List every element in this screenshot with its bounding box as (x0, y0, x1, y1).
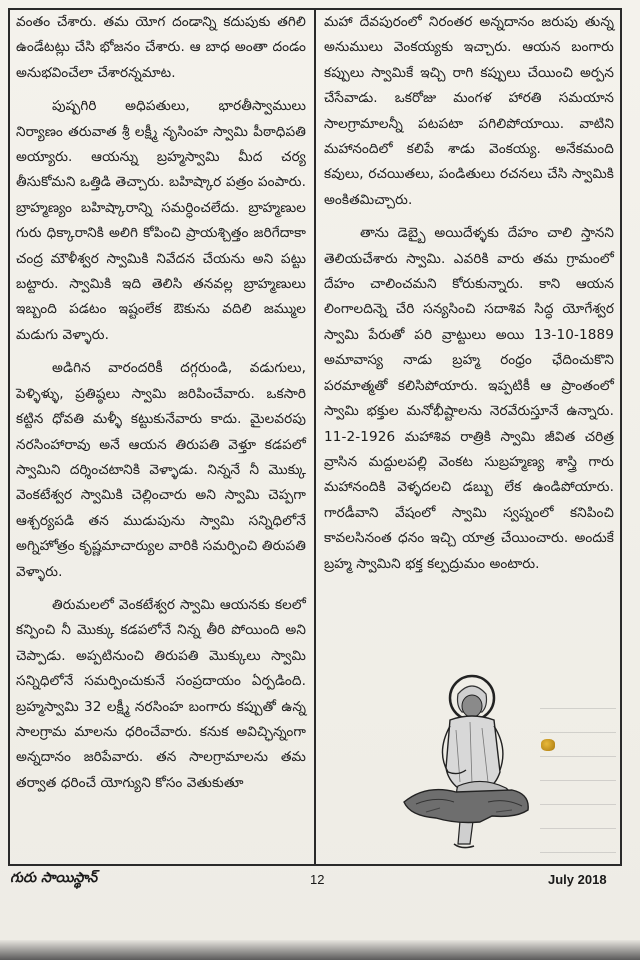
paragraph: తాను డెబ్బై అయిదేళ్ళకు దేహం చాలి స్తానని తెలియచేశారు స్వామి. ఎవరికి వారు తమ గ్రామంలో దేహం చాలించమని కోరుకున్నారు. కాని ఆయన లింగాలదిన్నె చేరి సన్యసించి సదాశివ సిద్ధ యోగేశ్వర స్వామి పేరుతో పరి వ్రాట్టులు అయి 13-10-1889 అమావాస్య నాడు బ్రహ్మ రంధ్రం ఛేదించుకొని పరమాత్మతో కలిసిపోయారు. ఇప్పటికీ ఆ ప్రాంతంలో స్వామి భక్తుల మనోభీష్టాలను నెరవేరుస్తూనే ఉన్నారు. 11-2-1926 మహాశివ రాత్రికి స్వామి జీవిత చరిత్ర వ్రాసిన మద్దులపల్లి వెంకట సుబ్రహ్మణ్య శాస్త్రి గారు మహానందికి వెళ్ళదలచి డబ్బు లేక ఉండిపోయారు. గారడీవాని వేషంలో స్వామి స్వప్నంలో కనిపించి కావలసినంత ధనం ఇచ్చి యాత్ర చేయించారు. అందుకే బ్రహ్మ స్వామిని భక్త కల్పద్రుమం అంటారు. (324, 225, 614, 572)
coin-mark-icon (541, 739, 555, 751)
magazine-name: గురు సాయిస్థాన్ (10, 870, 98, 886)
sai-baba-sketch-icon (396, 672, 536, 862)
left-column (8, 8, 316, 866)
scan-edge-shadow (0, 940, 640, 960)
paragraph: తిరుమలలో వెంకటేశ్వర స్వామి ఆయనకు కలలో కన్పించి నీ మొక్కు కడపలోనే నిన్న తీరి పోయింది అని చెప్పాడు. అప్పటినుంచి తిరుపతి మొక్కులు స్వామి సన్నిధిలోనే సమర్పించుకునే సంప్రదాయం ఏర్పడింది. బ్రహ్మస్వామి 32 లక్ష్మీ నరసింహ బంగారు కప్పుతో ఉన్న సాలగ్రామ మాలను ధరించేవారు. కనుక అవిచ్ఛిన్నంగా అన్నదానం జరిపేవారు. తన సాలగ్రామాలను తమ తర్వాత ధరించే యోగ్యుని కోసం వెతుకుతూ (16, 596, 306, 791)
page-number: 12 (310, 872, 325, 887)
paragraph: పుష్పగిరి అధిపతులు, భారతీస్వాములు నిర్యాణం తరువాత శ్రీ లక్ష్మీ నృసింహ స్వామి పీఠాధిపతి అయ్యారు. ఆయన్ను బ్రహ్మస్వామి మీద చర్య తీసుకోమని ఒత్తిడి తెచ్చారు. బహిష్కార పత్రం పంపారు. బ్రాహ్మణ్యం బహిష్కారాన్ని సమర్ధించలేదు. బ్రాహ్మణుల గురు ధిక్కారానికి అలిగి కోపించి ప్రాయశ్చిత్తం జరిగేదాకా చంద్ర మౌళీశ్వర స్వామికి నివేదన చేయను అని పట్టు బట్టారు. స్వామికి ఇది తెలిసి తనవల్ల బ్రాహ్మణులు ఇబ్బంది పడటం ఇష్టంలేక ఔకును వదిలి జమ్ముల మడుగు వెళ్ళారు. (16, 98, 306, 343)
page-footer (0, 866, 640, 896)
paragraph: అడిగిన వారందరికీ దగ్గరుండి, వడుగులు, పెళ్ళిళ్ళు, ప్రతిష్ఠలు స్వామి జరిపించేవారు. ఒకసారి కట్టిన ధోవతి మళ్ళీ కట్టుకునేవారు కాదు. మైలవరపు నరసింహారావు అనే ఆయన తిరుపతి వెళ్తూ కడపలో స్వామిని దర్శించటానికి వెళ్ళాడు. నిన్ననే నీ మొక్కు వెంకటేశ్వర స్వామికి చెల్లించారు అని స్వామి చెప్పగా ఆశ్చర్యపడి తన ముడుపును స్వామి సన్నిధిలోనే అగ్నిహోత్రం కృష్ణమాచార్యుల వారికి సమర్పించి తిరుపతి వెళ్ళారు. (16, 360, 306, 580)
paragraph: మహా దేవపురంలో నిరంతర అన్నదానం జరుపు తున్న అనుములు వెంకయ్యకు ఇచ్చారు. ఆయన బంగారు కప్పులు స్వామికే ఇచ్చి రాగి కప్పులు చేయించి అర్పన చేసేవాడు. ఒకరోజు మంగళ హారతి సమయాన సాలగ్రామాలన్నీ పటపటా పగిలిపోయాయి. వాటిని మహానందిలో కలిపే శాడు వెంకయ్య. అనేకమంది కవులు, రచయితలు, పండితులు రచనలు చేసి స్వామికి అంకితమిచ్చారు. (324, 14, 614, 208)
bleed-through-text (540, 685, 616, 865)
sai-baba-illustration (396, 672, 536, 862)
issue-date: July 2018 (548, 872, 607, 887)
paragraph: వంతం చేశారు. తమ యోగ దండాన్ని కదుపుకు తగిలి ఉండేటట్లు చేసి భోజనం చేశారు. ఆ బాధ అంతా దండం అనుభవించేలా చేశారన్నమాట. (16, 14, 306, 81)
